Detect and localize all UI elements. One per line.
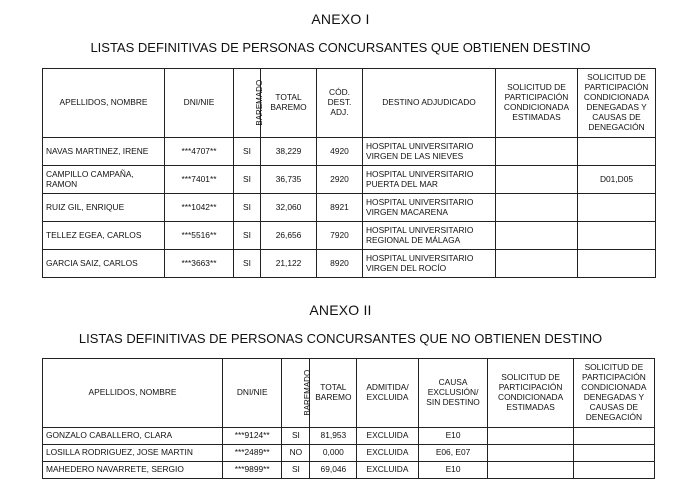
cell-baremado: SI bbox=[234, 222, 261, 250]
cell-name: MAHEDERO NAVARRETE, SERGIO bbox=[43, 462, 223, 479]
cell-denegadas bbox=[578, 138, 656, 166]
cell-estimadas bbox=[496, 222, 578, 250]
cell-name: TELLEZ EGEA, CARLOS bbox=[43, 222, 165, 250]
header-dni: DNI/NIE bbox=[223, 359, 282, 428]
cell-total: 21,122 bbox=[261, 250, 317, 278]
cell-code: 8920 bbox=[317, 250, 363, 278]
header-name: APELLIDOS, NOMBRE bbox=[43, 359, 223, 428]
cell-total: 81,953 bbox=[310, 428, 357, 445]
cell-dni: ***1042** bbox=[165, 194, 234, 222]
cell-estimadas bbox=[496, 166, 578, 194]
header-denegadas: SOLICITUD DE PARTICIPACIÓN CONDICIONADA DENEGADAS Y CAUSAS DE DENEGACIÓN bbox=[573, 359, 654, 428]
cell-estimadas bbox=[488, 445, 573, 462]
annex2-header-row bbox=[43, 359, 655, 428]
cell-destino: HOSPITAL UNIVERSITARIO PUERTA DEL MAR bbox=[363, 166, 496, 194]
cell-destino: HOSPITAL UNIVERSITARIO VIRGEN DEL ROCÍO bbox=[363, 250, 496, 278]
cell-baremado: SI bbox=[282, 462, 310, 479]
cell-dni: ***9899** bbox=[223, 462, 282, 479]
cell-estimadas bbox=[496, 194, 578, 222]
cell-denegadas bbox=[573, 462, 654, 479]
cell-destino: HOSPITAL UNIVERSITARIO REGIONAL DE MÁLAGA bbox=[363, 222, 496, 250]
cell-dni: ***5516** bbox=[165, 222, 234, 250]
header-admitida: ADMITIDA/ EXCLUIDA bbox=[357, 359, 418, 428]
cell-causa: E10 bbox=[418, 428, 488, 445]
header-name: APELLIDOS, NOMBRE bbox=[43, 69, 165, 138]
cell-code: 4920 bbox=[317, 138, 363, 166]
cell-dni: ***3663** bbox=[165, 250, 234, 278]
cell-total: 36,735 bbox=[261, 166, 317, 194]
cell-total: 38,229 bbox=[261, 138, 317, 166]
cell-name: GARCIA SAIZ, CARLOS bbox=[43, 250, 165, 278]
cell-estimadas bbox=[496, 250, 578, 278]
cell-name: LOSILLA RODRIGUEZ, JOSE MARTIN bbox=[43, 445, 223, 462]
header-total: TOTAL BAREMO bbox=[310, 359, 357, 428]
table-row bbox=[43, 250, 656, 278]
cell-name: RUIZ GIL, ENRIQUE bbox=[43, 194, 165, 222]
annex2-subtitle: LISTAS DEFINITIVAS DE PERSONAS CONCURSANTES QUE NO OBTIENEN DESTINO bbox=[78, 331, 603, 346]
cell-total: 26,656 bbox=[261, 222, 317, 250]
cell-dni: ***9124** bbox=[223, 428, 282, 445]
cell-baremado: SI bbox=[234, 250, 261, 278]
cell-name: CAMPILLO CAMPAÑA, RAMON bbox=[43, 166, 165, 194]
cell-admitida: EXCLUIDA bbox=[357, 428, 418, 445]
header-baremado-label: BAREMADO bbox=[303, 369, 313, 416]
cell-causa: E06, E07 bbox=[418, 445, 488, 462]
cell-dni: ***7401** bbox=[165, 166, 234, 194]
header-destino: DESTINO ADJUDICADO bbox=[363, 69, 496, 138]
cell-total: 69,046 bbox=[310, 462, 357, 479]
cell-causa: E10 bbox=[418, 462, 488, 479]
cell-denegadas bbox=[578, 250, 656, 278]
header-estimadas: SOLICITUD DE PARTICIPACIÓN CONDICIONADA ESTIMADAS bbox=[488, 359, 573, 428]
cell-baremado: SI bbox=[234, 194, 261, 222]
cell-code: 2920 bbox=[317, 166, 363, 194]
annex1-table bbox=[42, 68, 656, 278]
cell-denegadas bbox=[573, 428, 654, 445]
header-baremado bbox=[282, 359, 313, 428]
cell-name: NAVAS MARTINEZ, IRENE bbox=[43, 138, 165, 166]
cell-admitida: EXCLUIDA bbox=[357, 445, 418, 462]
cell-destino: HOSPITAL UNIVERSITARIO VIRGEN MACARENA bbox=[363, 194, 496, 222]
table-row bbox=[43, 138, 656, 166]
header-causa: CAUSA EXCLUSIÓN/ SIN DESTINO bbox=[418, 359, 488, 428]
table-row bbox=[43, 166, 656, 194]
cell-baremado: SI bbox=[234, 138, 261, 166]
cell-baremado: NO bbox=[282, 445, 310, 462]
cell-total: 32,060 bbox=[261, 194, 317, 222]
annex1-header-row bbox=[43, 69, 656, 138]
cell-dni: ***4707** bbox=[165, 138, 234, 166]
annex2-title: ANEXO II bbox=[309, 302, 372, 318]
cell-admitida: EXCLUIDA bbox=[357, 462, 418, 479]
table-row bbox=[43, 462, 655, 479]
table-row bbox=[43, 194, 656, 222]
cell-dni: ***2489** bbox=[223, 445, 282, 462]
cell-baremado: SI bbox=[234, 166, 261, 194]
header-baremado-label: BAREMADO bbox=[255, 79, 265, 126]
cell-estimadas bbox=[488, 428, 573, 445]
cell-denegadas bbox=[578, 222, 656, 250]
annex2-table bbox=[42, 358, 655, 479]
table-row bbox=[43, 445, 655, 462]
header-dni: DNI/NIE bbox=[165, 69, 234, 138]
cell-total: 0,000 bbox=[310, 445, 357, 462]
cell-estimadas bbox=[496, 138, 578, 166]
header-denegadas: SOLICITUD DE PARTICIPACIÓN CONDICIONADA DENEGADAS Y CAUSAS DE DENEGACIÓN bbox=[578, 69, 656, 138]
table-row bbox=[43, 222, 656, 250]
header-code: CÓD. DEST. ADJ. bbox=[317, 69, 363, 138]
annex1-subtitle: LISTAS DEFINITIVAS DE PERSONAS CONCURSANTES QUE OBTIENEN DESTINO bbox=[90, 40, 591, 55]
table-row bbox=[43, 428, 655, 445]
header-estimadas: SOLICITUD DE PARTICIPACIÓN CONDICIONADA ESTIMADAS bbox=[496, 69, 578, 138]
header-baremado bbox=[234, 69, 265, 138]
cell-code: 8921 bbox=[317, 194, 363, 222]
annex1-title: ANEXO I bbox=[311, 11, 370, 27]
header-total: TOTAL BAREMO bbox=[261, 69, 317, 138]
cell-destino: HOSPITAL UNIVERSITARIO VIRGEN DE LAS NIEVES bbox=[363, 138, 496, 166]
cell-denegadas: D01,D05 bbox=[578, 166, 656, 194]
cell-denegadas bbox=[578, 194, 656, 222]
cell-denegadas bbox=[573, 445, 654, 462]
cell-baremado: SI bbox=[282, 428, 310, 445]
cell-estimadas bbox=[488, 462, 573, 479]
cell-code: 7920 bbox=[317, 222, 363, 250]
cell-name: GONZALO CABALLERO, CLARA bbox=[43, 428, 223, 445]
